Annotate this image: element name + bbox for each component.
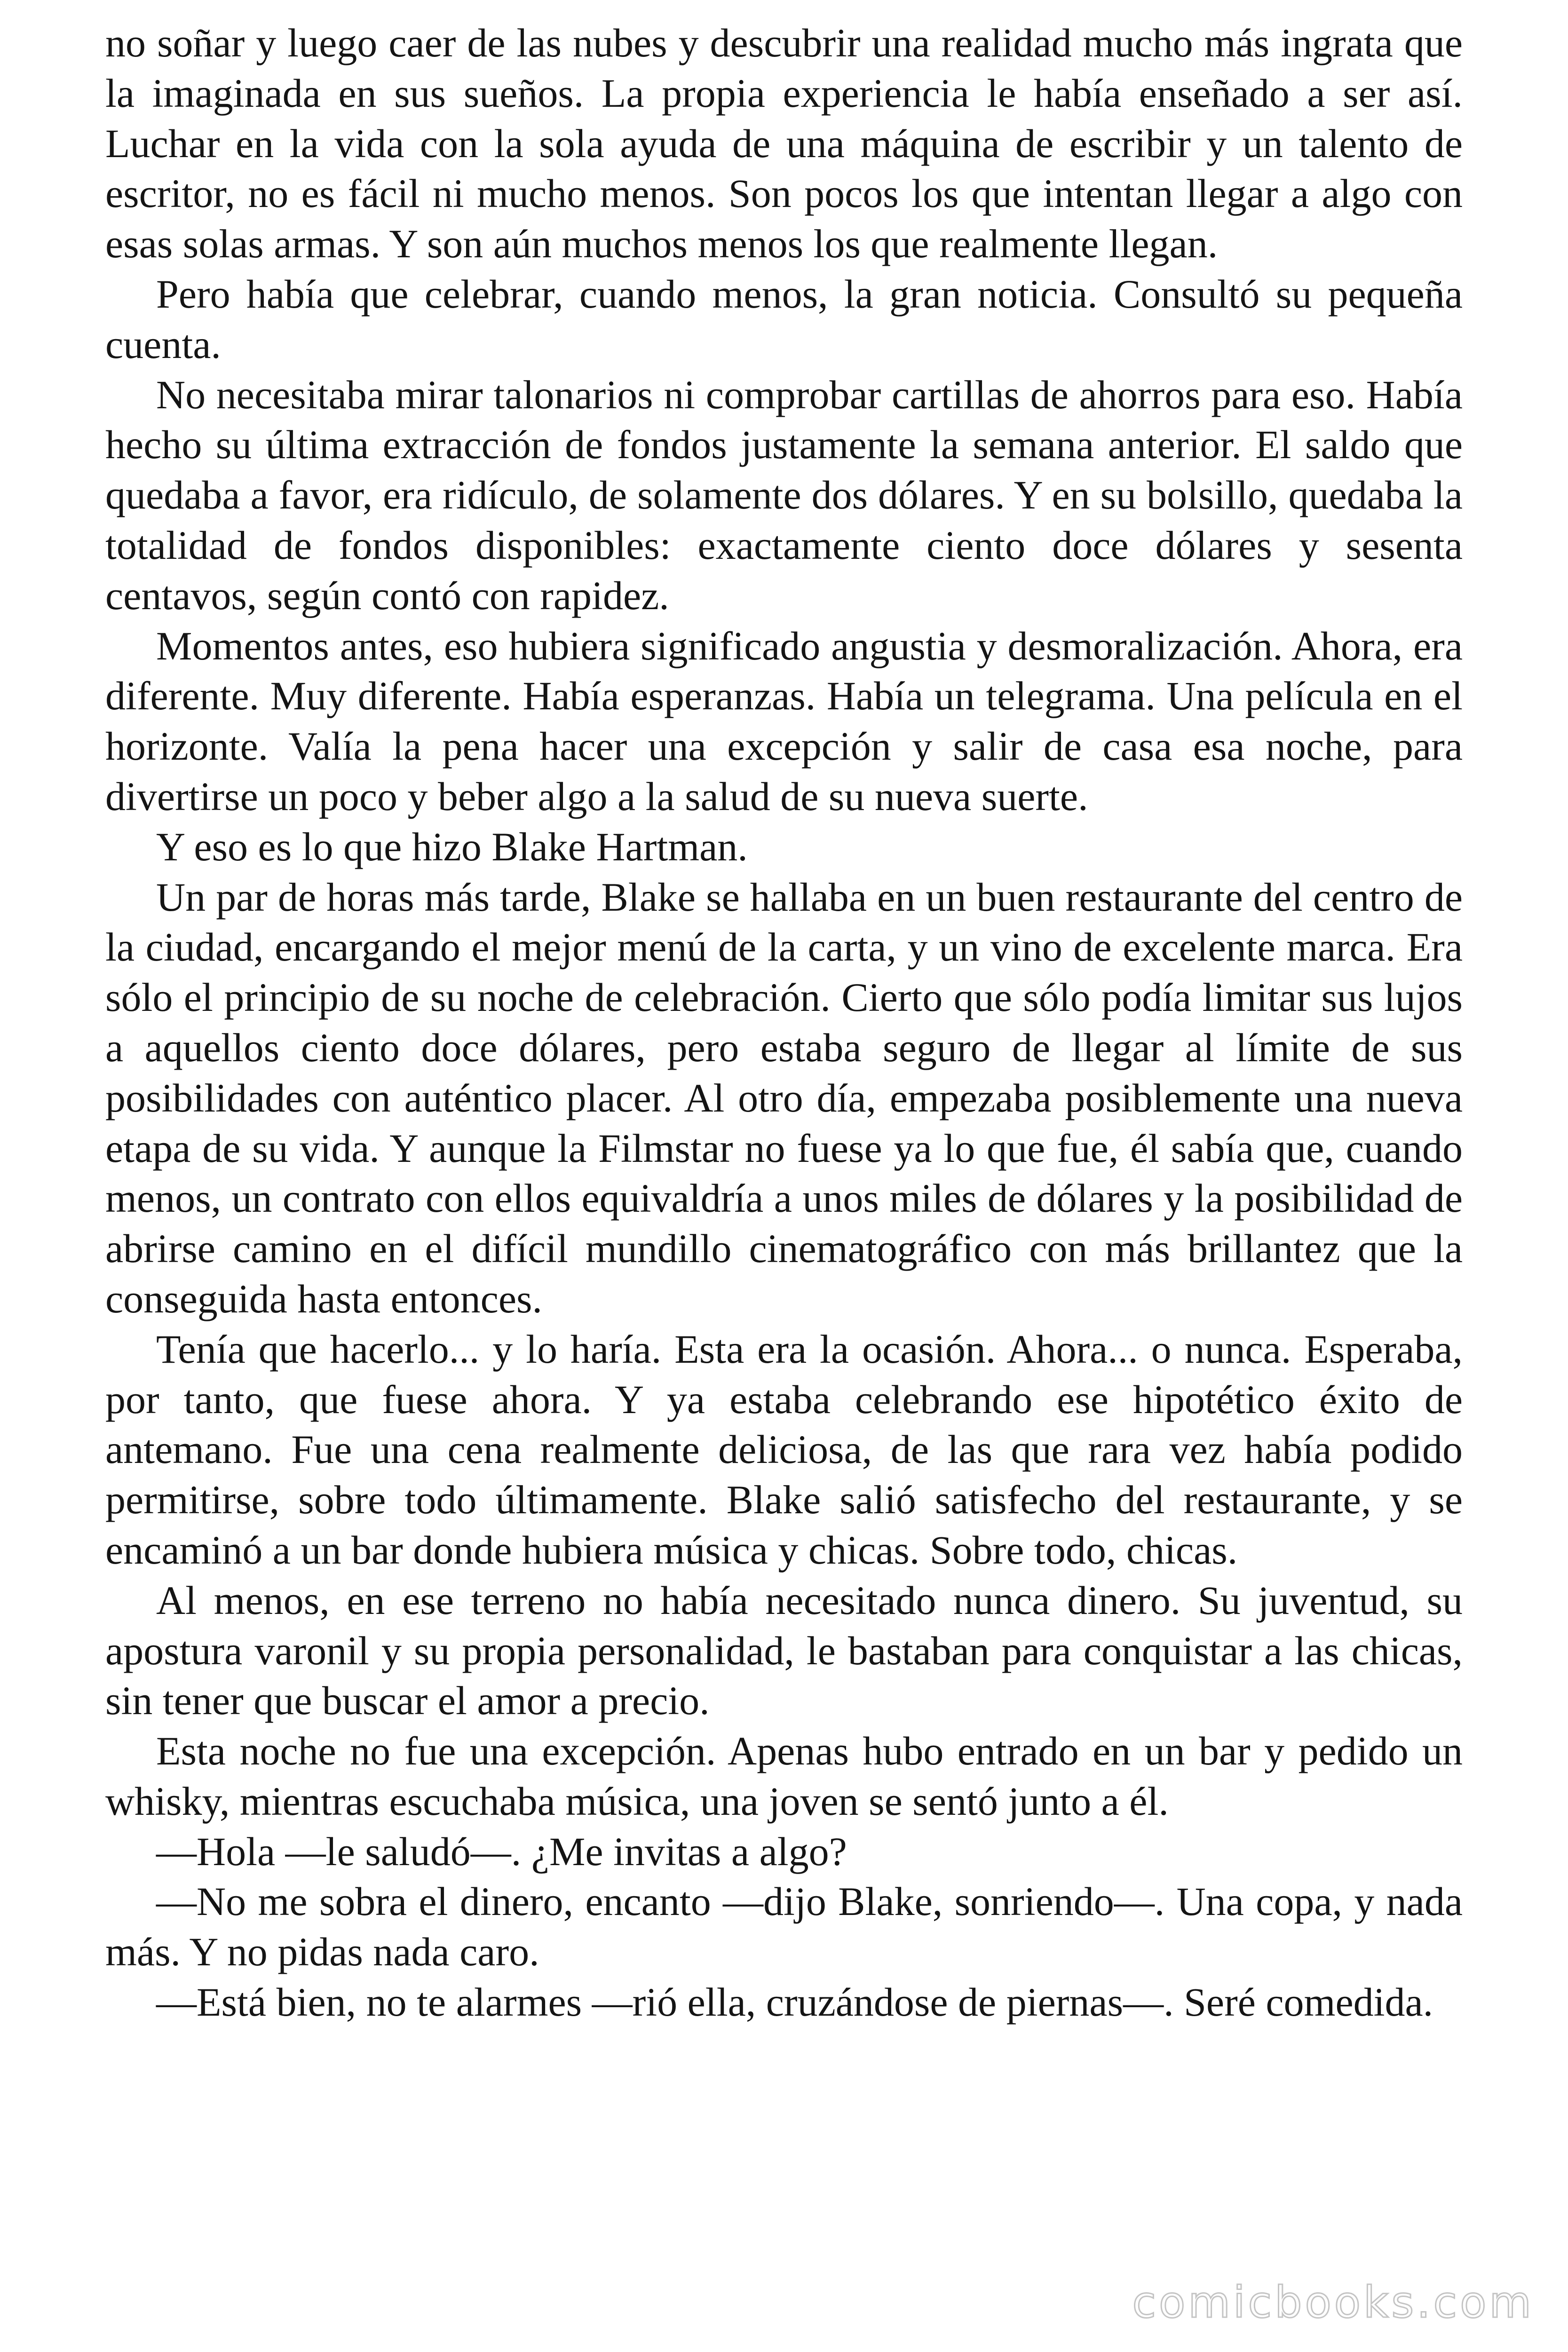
paragraph: Esta noche no fue una excepción. Apenas hubo entrado en un bar y pedido un whisky, mientras escuchaba música, una joven se sentó junto a él.: [105, 1728, 1463, 1824]
watermark-text: comicbooks.com: [1132, 2277, 1534, 2328]
paragraph: Y eso es lo que hizo Blake Hartman.: [156, 824, 748, 869]
dialogue-line: —No me sobra el dinero, encanto —dijo Blake, sonriendo—. Una copa, y nada más. Y no pidas nada caro.: [105, 1879, 1463, 1975]
paragraph-continuation: no soñar y luego caer de las nubes y descubrir una realidad mucho más ingrata que la imaginada en sus sueños. La propia experiencia le había enseñado a ser así. Luchar en la vida con la sola ayuda de una máquina de escribir y un talento de escritor, no es fácil ni mucho menos. Son pocos los que intentan llegar a algo con esas solas armas. Y son aún muchos menos los que realmente llegan.: [105, 20, 1463, 267]
dialogue-line: —Está bien, no te alarmes —rió ella, cruzándose de piernas—. Seré comedida.: [156, 1979, 1433, 2025]
dialogue-line: —Hola —le saludó—. ¿Me invitas a algo?: [156, 1828, 847, 1874]
page-body: [105, 18, 1463, 2027]
paragraph: No necesitaba mirar talonarios ni comprobar cartillas de ahorros para eso. Había hecho su última extracción de fondos justamente la semana anterior. El saldo que quedaba a favor, era ridículo, de solamente dos dólares. Y en su bolsillo, quedaba la totalidad de fondos disponibles: exactamente ciento doce dólares y sesenta centavos, según contó con rapidez.: [105, 372, 1463, 618]
paragraph: Un par de horas más tarde, Blake se hallaba en un buen restaurante del centro de la ciudad, encargando el mejor menú de la carta, y un vino de excelente marca. Era sólo el principio de su noche de celebración. Cierto que sólo podía limitar sus lujos a aquellos ciento doce dólares, pero estaba seguro de llegar al límite de sus posibilidades con auténtico placer. Al otro día, empezaba posiblemente una nueva etapa de su vida. Y aunque la Filmstar no fuese ya lo que fue, él sabía que, cuando menos, un contrato con ellos equivaldría a unos miles de dólares y la posibilidad de abrirse camino en el difícil mundillo cinematográfico con más brillantez que la conseguida hasta entonces.: [105, 874, 1463, 1321]
paragraph: Tenía que hacerlo... y lo haría. Esta era la ocasión. Ahora... o nunca. Esperaba, por tanto, que fuese ahora. Y ya estaba celebrando ese hipotético éxito de antemano. Fue una cena realmente deliciosa, de las que rara vez había podido permitirse, sobre todo últimamente. Blake salió satisfecho del restaurante, y se encaminó a un bar donde hubiera música y chicas. Sobre todo, chicas.: [105, 1326, 1463, 1573]
paragraph: Pero había que celebrar, cuando menos, la gran noticia. Consultó su pequeña cuenta.: [105, 271, 1463, 367]
paragraph: Momentos antes, eso hubiera significado angustia y desmoralización. Ahora, era diferente. Muy diferente. Había esperanzas. Había un telegrama. Una película en el horizonte. Valía la pena hacer una excepción y salir de casa esa noche, para divertirse un poco y beber algo a la salud de su nueva suerte.: [105, 623, 1463, 819]
paragraph: Al menos, en ese terreno no había necesitado nunca dinero. Su juventud, su apostura varonil y su propia personalidad, le bastaban para conquistar a las chicas, sin tener que buscar el amor a precio.: [105, 1577, 1463, 1724]
